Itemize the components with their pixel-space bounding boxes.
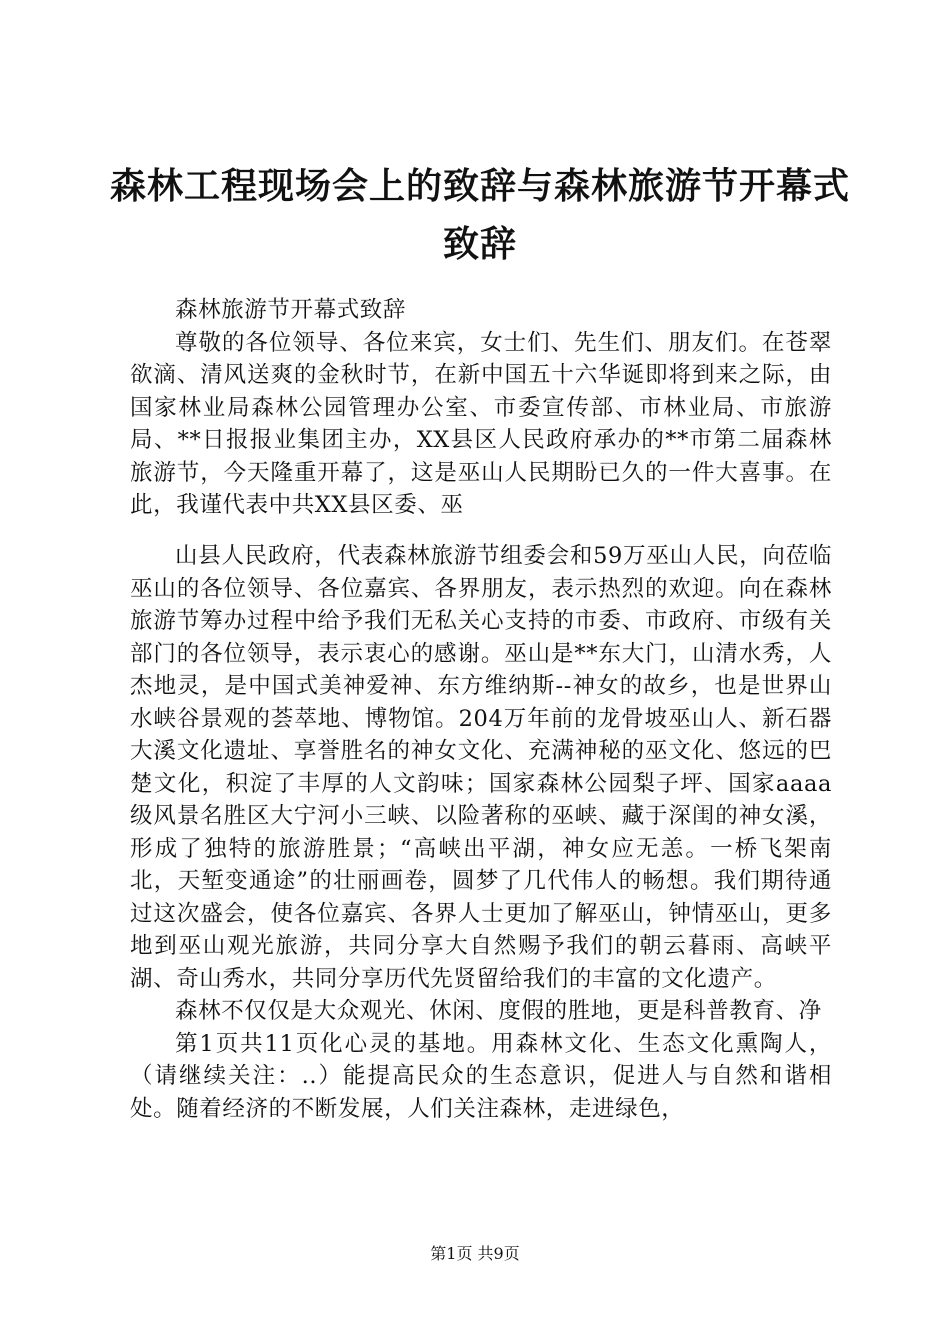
subtitle-paragraph: 森林旅游节开幕式致辞	[175, 297, 407, 323]
page-footer: 第1页 共9页	[430, 1244, 520, 1263]
body-paragraph: 第1页共11页化心灵的基地。用森林文化、生态文化熏陶人，（请继续关注：..）能提高民众的生态意识，促进人与自然和谐相处。随着经济的不断发展，人们关注森林，走进绿色，	[130, 1030, 832, 1122]
document-title: 森林工程现场会上的致辞与森林旅游节开幕式致辞	[109, 166, 850, 265]
body-paragraph: 尊敬的各位领导、各位来宾，女士们、先生们、朋友们。在苍翠欲滴、清风送爽的金秋时节，在新中国五十六华诞即将到来之际，由国家林业局森林公园管理办公室、市委宣传部、市林业局、市旅游局、**日报报业集团主办，XX县区人民政府承办的**市第二届森林旅游节，今天隆重开幕了，这是巫山人民期盼已久的一件大喜事。在此，我谨代表中共XX县区委、巫	[130, 329, 832, 518]
body-paragraph: 山县人民政府，代表森林旅游节组委会和59万巫山人民，向莅临巫山的各位领导、各位嘉宾、各界朋友，表示热烈的欢迎。向在森林旅游节筹办过程中给予我们无私关心支持的市委、市政府、市级有关部门的各位领导，表示衷心的感谢。巫山是**东大门，山清水秀，人杰地灵，是中国式美神爱神、东方维纳斯--神女的故乡，也是世界山水峡谷景观的荟萃地、博物馆。204万年前的龙骨坡巫山人、新石器大溪文化遗址、享誉胜名的神女文化、充满神秘的巫文化、悠远的巴楚文化，积淀了丰厚的人文韵味；国家森林公园梨子坪、国家aaaa级风景名胜区大宁河小三峡、以险著称的巫峡、藏于深闺的神女溪，形成了独特的旅游胜景；“高峡出平湖，神女应无恙。一桥飞架南北，天堑变通途”的壮丽画卷，圆梦了几代伟人的畅想。我们期待通过这次盛会，使各位嘉宾、各界人士更加了解巫山，钟情巫山，更多地到巫山观光旅游，共同分享大自然赐予我们的朝云暮雨、高峡平湖、奇山秀水，共同分享历代先贤留给我们的丰富的文化遗产。	[130, 543, 832, 992]
body-paragraph: 森林不仅仅是大众观光、休闲、度假的胜地，更是科普教育、净	[175, 998, 822, 1024]
body-block-top	[130, 294, 832, 522]
body-block-bottom	[130, 540, 832, 1125]
